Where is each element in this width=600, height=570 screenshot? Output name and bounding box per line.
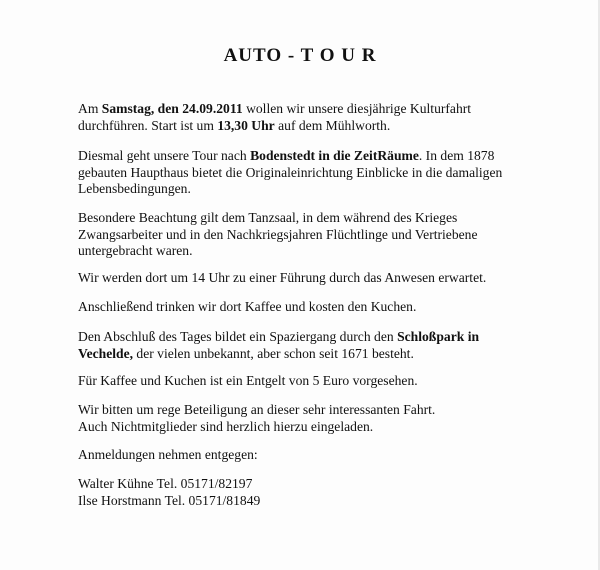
text-line: Wir werden dort um 14 Uhr zu einer Führung durch das Anwesen erwartet. (78, 270, 487, 285)
text: der vielen unbekannt, aber schon seit 1671 besteht. (133, 345, 414, 361)
page-title: AUTO - T O U R (223, 45, 377, 66)
text-line: Besondere Beachtung gilt dem Tanzsaal, in dem während des Krieges (78, 210, 458, 225)
contact-item: Ilse Horstmann Tel. 05171/81849 (78, 492, 261, 508)
text: Diesmal geht unsere Tour nach (78, 148, 251, 163)
text: durchführen. Start ist um (78, 117, 218, 133)
text: Den Abschluß des Tages bildet ein Spaziergang durch den (78, 329, 398, 344)
text: . In dem 1878 (418, 148, 495, 163)
ballroom-paragraph (78, 210, 578, 260)
text-line: Zwangsarbeiter und in den Nachkriegsjahren Flüchtlinge und Vertriebene (78, 226, 478, 242)
text-line: Für Kaffee und Kuchen ist ein Entgelt von 5 Euro vorgesehen. (78, 373, 418, 388)
text-line: gebauten Haupthaus bietet die Originaleinrichtung Einblicke in die damaligen (78, 164, 503, 180)
contact-item: Walter Kühne Tel. 05171/82197 (78, 476, 253, 491)
text-line: Anschließend trinken wir dort Kaffee und kosten den Kuchen. (78, 299, 417, 314)
invitation-paragraph (78, 402, 578, 435)
fee-paragraph (78, 373, 578, 390)
destination-paragraph (78, 148, 578, 198)
text: wollen wir unsere diesjährige Kulturfahrt (242, 101, 472, 116)
park-name: Schloßpark in (397, 329, 480, 344)
event-date: Samstag, den 24.09.2011 (101, 101, 243, 116)
registration-heading (78, 447, 578, 464)
text-line: Wir bitten um rege Beteiligung an dieser sehr interessanten Fahrt. (78, 402, 436, 417)
text-line: Lebensbedingungen. (78, 181, 191, 196)
park-location: Vechelde, (78, 345, 133, 361)
text-line: Anmeldungen nehmen entgegen: (78, 447, 258, 462)
text: Am (78, 101, 102, 116)
text: auf dem Mühlworth. (274, 117, 391, 133)
intro-paragraph (78, 101, 578, 134)
tour-paragraph (78, 270, 578, 287)
text-line: untergebracht waren. (78, 243, 193, 258)
closing-walk-paragraph (78, 329, 578, 362)
destination-name: Bodenstedt in die ZeitRäume (250, 148, 419, 163)
start-time: 13,30 Uhr (217, 117, 275, 133)
text-line: Auch Nichtmitglieder sind herzlich hierzu eingeladen. (78, 418, 374, 434)
contact-list (78, 476, 578, 509)
coffee-paragraph (78, 299, 578, 316)
